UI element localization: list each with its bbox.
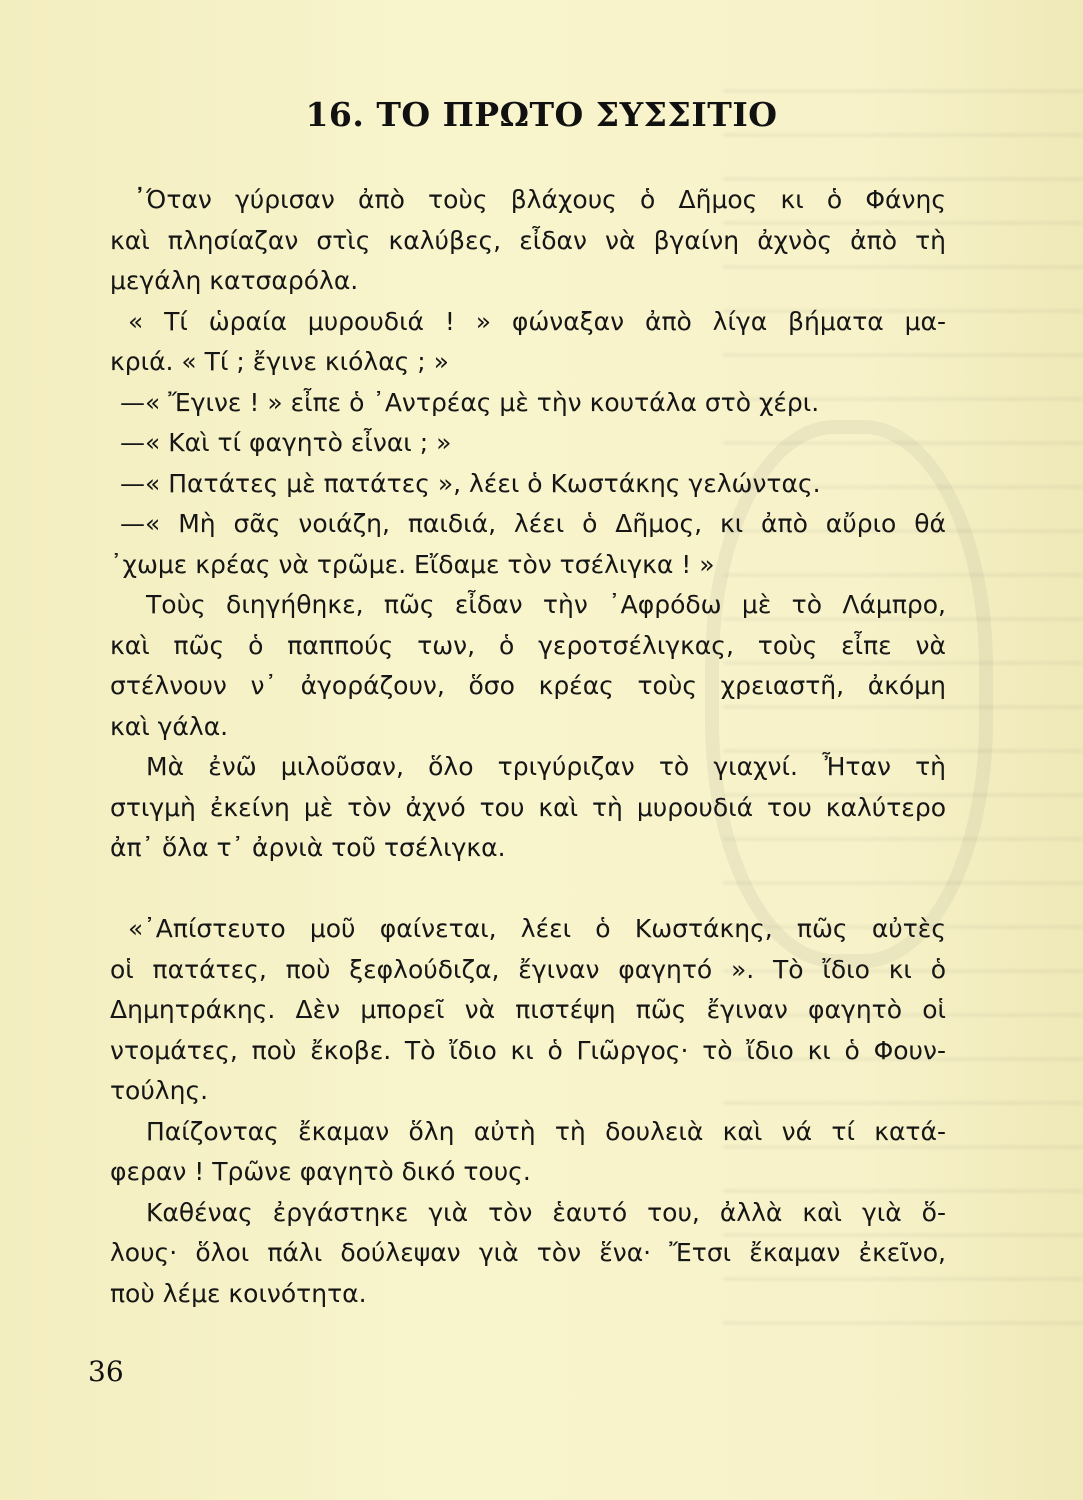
text-line: τούλης. [110, 1076, 209, 1105]
text-line: ᾿χωμε κρέας νὰ τρῶμε. Εἴδαμε τὸν τσέλιγκα ! » [110, 549, 715, 579]
text-line: ἀπ᾿ ὅλα τ᾿ ἀρνιὰ τοῦ τσέλιγκα. [110, 833, 506, 862]
text-line: Μὰ ἐνῶ μιλοῦσαν, ὅλο τριγύριζαν τὸ γιαχνί. Ἦταν τὴ [146, 752, 946, 781]
text-line: καὶ πῶς ὁ παππούς των, ὁ γεροτσέλιγκας, τοὺς εἶπε νὰ [110, 630, 946, 660]
text-line: στιγμὴ ἐκείνη μὲ τὸν ἀχνό του καὶ τὴ μυρουδιά του καλύτερο [110, 792, 946, 822]
paragraph-gap [110, 869, 946, 910]
text-line: Τοὺς διηγήθηκε, πῶς εἶδαν τὴν ᾿Αφρόδω μὲ τὸ Λάμπρο, [146, 590, 946, 619]
text-line: ̓Όταν γύρισαν ἀπὸ τοὺς βλάχους ὁ Δῆμος κι ὁ Φάνης [146, 185, 946, 214]
text-line: κριά. « Τί ; ἔγινε κιόλας ; » [110, 347, 449, 376]
text-line: Παίζοντας ἔκαμαν ὅλη αὐτὴ τὴ δουλειὰ καὶ νά τί κατά- [146, 1116, 946, 1146]
text-line: καὶ πλησίαζαν στὶς καλύβες, εἶδαν νὰ βγαίνη ἀχνὸς ἀπὸ τὴ [110, 225, 946, 255]
text-line: ντομάτες, ποὺ ἔκοβε. Τὸ ἴδιο κι ὁ Γιῶργος· τὸ ἴδιο κι ὁ Φουν- [110, 1035, 946, 1065]
text-line: « Τί ὡραία μυρουδιά ! » φώναξαν ἀπὸ λίγα βήματα μα- [128, 306, 946, 336]
text-line: Καθένας ἐργάστηκε γιὰ τὸν ἑαυτό του, ἀλλὰ καὶ γιὰ ὅ- [146, 1197, 946, 1227]
text-line: φεραν ! Τρῶνε φαγητὸ δικό τους. [110, 1157, 531, 1186]
text-line: στέλνουν ν᾿ ἀγοράζουν, ὅσο κρέας τοὺς χρειαστῆ, ἀκόμη [110, 671, 946, 700]
chapter-body [110, 180, 946, 1314]
text-line: μεγάλη κατσαρόλα. [110, 266, 359, 295]
text-line: —« Πατάτες μὲ πατάτες », λέει ὁ Κωστάκης γελώντας. [120, 468, 821, 498]
text-line: Δημητράκης. Δὲν μπορεῖ νὰ πιστέψη πῶς ἔγιναν φαγητὸ οἱ [110, 995, 946, 1024]
text-line: οἱ πατάτες, ποὺ ξεφλούδιζα, ἔγιναν φαγητό ». Τὸ ἴδιο κι ὁ [110, 954, 946, 984]
text-line: ποὺ λέμε κοινότητα. [110, 1278, 367, 1308]
text-line: —« Ἔγινε ! » εἶπε ὁ ᾿Αντρέας μὲ τὴν κουτάλα στὸ χέρι. [120, 387, 820, 417]
text-line: «᾿Απίστευτο μοῦ φαίνεται, λέει ὁ Κωστάκης, πῶς αὐτὲς [128, 914, 946, 943]
text-line: —« Καὶ τί φαγητὸ εἶναι ; » [120, 428, 452, 457]
page-number: 36 [88, 1355, 124, 1388]
text-line: καὶ γάλα. [110, 711, 229, 741]
text-line: —« Μὴ σᾶς νοιάζη, παιδιά, λέει ὁ Δῆμος, κι ἀπὸ αὔριο θά [120, 509, 946, 538]
text-line: λους· ὅλοι πάλι δούλεψαν γιὰ τὸν ἕνα· Ἔτσι ἔκαμαν ἐκεῖνο, [110, 1238, 946, 1267]
chapter-title: 16. ΤΟ ΠΡΩΤΟ ΣΥΣΣΙΤΙΟ [305, 95, 778, 134]
